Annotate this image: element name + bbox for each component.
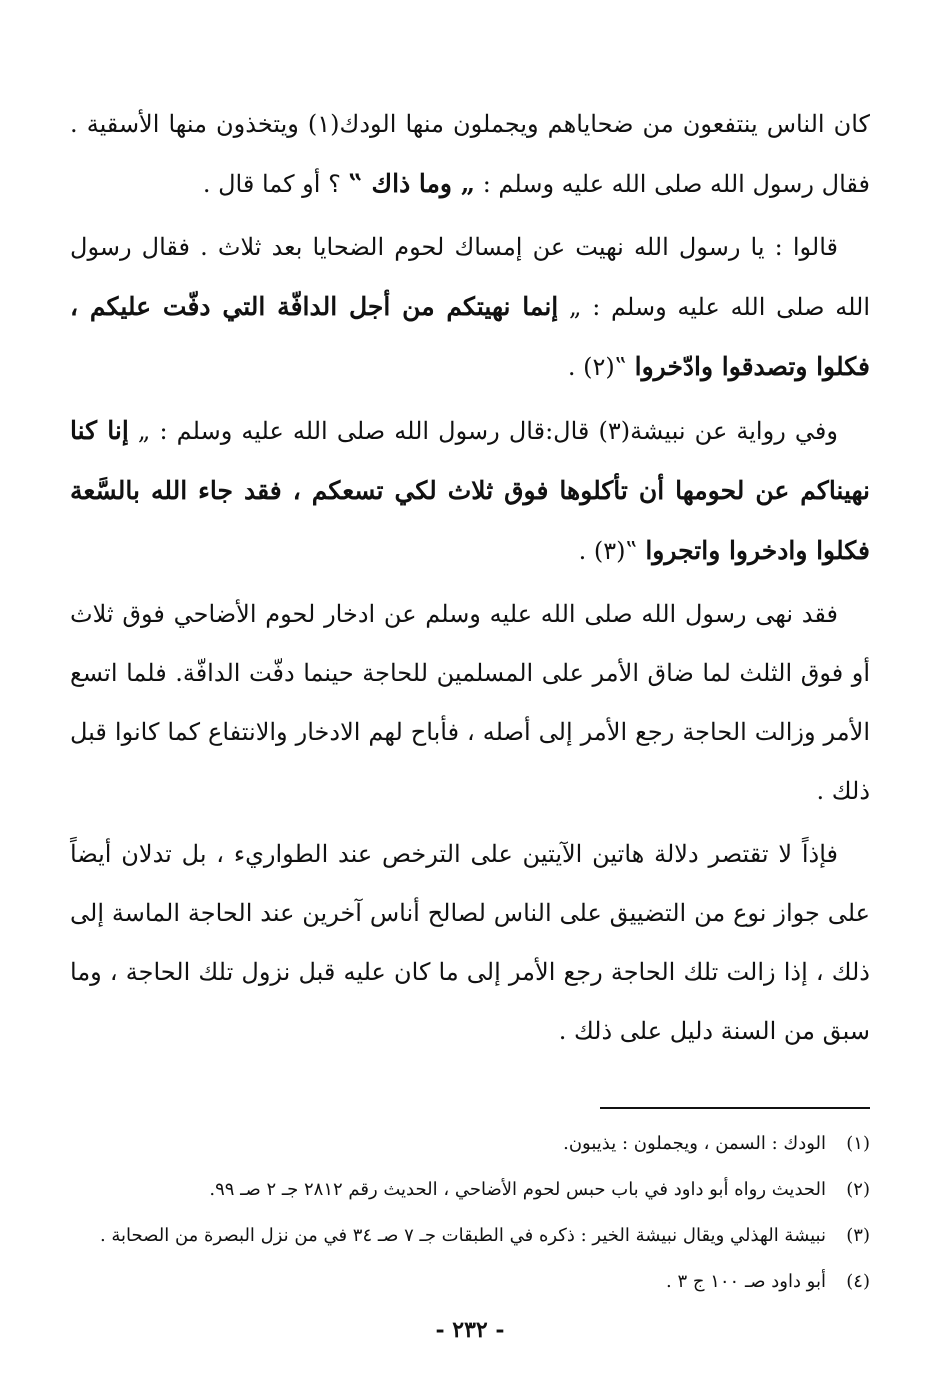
text-run: ؟ أو كما قال . (202, 170, 349, 198)
footnotes (70, 1121, 870, 1305)
text-run: قالوا : يا رسول الله نهيت عن إمساك لحوم الضحايا بعد ثلاث . فقال رسول الله صلى الله عليه وسلم : „ (70, 233, 871, 321)
paragraph-4 (70, 585, 870, 821)
footnote-1 (70, 1121, 870, 1167)
paragraph-5 (70, 825, 870, 1061)
bold-hadith-run: إنا كنا نهيناكم عن لحومها أن تأكلوها فوق ثلاث لكي تسعكم ، فقد جاء الله بالسَّعة فكلوا وادخروا واتجروا (70, 416, 870, 565)
text-run: كان الناس ينتفعون من ضحاياهم ويجملون منها الودك(١) ويتخذون منها الأسقية . فقال رسول الله صلى الله عليه وسلم : (70, 110, 870, 198)
footnote-2 (70, 1167, 870, 1213)
footnote-4 (70, 1259, 870, 1305)
paragraph-3 (70, 401, 870, 581)
text-run: فقد نهى رسول الله صلى الله عليه وسلم عن ادخار لحوم الأضاحي فوق ثلاث أو فوق الثلث لما ضاق الأمر على المسلمين للحاجة حينما دفّت الدافّة. فلما اتسع الأمر وزالت الحاجة رجع الأمر إلى أصله ، فأباح لهم الادخار والانتفاع كما كانوا قبل ذلك . (70, 600, 870, 805)
footnote-number: (١) (846, 1133, 870, 1154)
footnote-number: (٤) (846, 1271, 870, 1292)
text-run: ‟(٢) . (567, 353, 635, 381)
text-run: فإذاً لا تقتصر دلالة هاتين الآيتين على الترخص عند الطواريء ، بل تدلان أيضاً على جواز نوع من التضييق على الناس لصالح أناس آخرين عند الحاجة الماسة إلى ذلك ، إذا زالت تلك الحاجة رجع الأمر إلى ما كان عليه قبل نزول تلك الحاجة ، وما سبق من السنة دليل على ذلك . (70, 840, 870, 1045)
separator-line (600, 1107, 870, 1109)
footnote-number: (٢) (846, 1179, 870, 1200)
bold-quote-run: „ وما ذاك ‟ (348, 169, 476, 198)
footnote-separator (70, 1107, 870, 1109)
text-run: وفي رواية عن نبيشة(٣) قال:قال رسول الله صلى الله عليه وسلم : „ (128, 417, 838, 445)
page-number: - ٢٣٢ - (435, 1317, 505, 1343)
bold-hadith-run: إنما نهيتكم من أجل الدافّة التي دفّت عليكم ، فكلوا وتصدقوا وادّخروا (70, 292, 870, 381)
footnote-text: أبو داود صـ ١٠٠ ج ٣ . (666, 1271, 826, 1292)
page-body (70, 95, 870, 1343)
footnote-text: الودك : السمن ، ويجملون : يذيبون. (563, 1133, 826, 1154)
paragraph-2 (70, 218, 870, 397)
footnote-text: نبيشة الهذلي ويقال نبيشة الخير : ذكره في الطبقات جـ ٧ صـ ٣٤ في من نزل البصرة من الصحابة . (99, 1225, 826, 1246)
text-run: ‟(٣) . (578, 537, 646, 565)
footnote-text: الحديث رواه أبو داود في باب حبس لحوم الأضاحي ، الحديث رقم ٢٨١٢ جـ ٢ صـ ٩٩. (209, 1179, 826, 1200)
paragraph-1 (70, 95, 870, 214)
footnote-number: (٣) (846, 1225, 870, 1246)
footnote-3 (70, 1213, 870, 1259)
